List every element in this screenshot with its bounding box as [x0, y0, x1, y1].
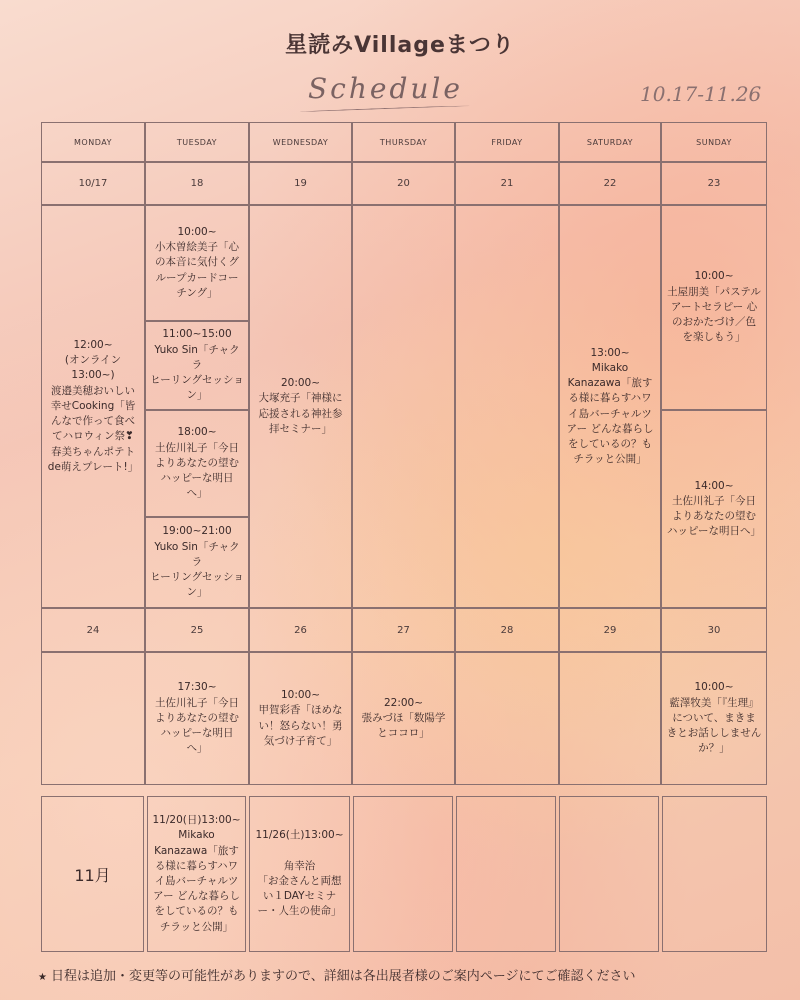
event-text: 14:00~ 土佐川礼子「今日 よりあなたの望む ハッピーな明日へ」: [666, 479, 762, 538]
date-cell: 10/17: [41, 162, 145, 205]
event-cell-sun-30: [661, 652, 767, 785]
schedule-script-title: Schedule: [308, 72, 463, 105]
day-header-friday: FRIDAY: [455, 122, 559, 162]
star-icon: ★: [38, 972, 47, 983]
empty-cell: [353, 796, 453, 952]
event-text: 19:00~21:00 Yuko Sin「チャクラ ヒーリングセッショ ン」: [150, 525, 244, 599]
event-text: 11/20(日)13:00~ Mikako Kanazawa「旅す る様に暮らすハワ イ島バーチャルツ アー どんな暮らし をしているの？も チラッと公開」: [152, 814, 241, 933]
event-cell-sat-22: [559, 205, 661, 608]
event-text: 18:00~ 土佐川礼子「今日 よりあなたの望む ハッピーな明日 へ」: [155, 426, 239, 500]
event-text: 22:00~ 張みづほ「数陽学 とココロ」: [361, 696, 446, 740]
event-text: 12:00~ (オンライン13:00~) 渡邉美穂おいしい 幸せCooking「皆 んなで作って食べ てハロウィン祭❣ 春美ちゃんポテト de萌えプレート!」: [47, 339, 139, 473]
event-cell-thu-20: [352, 205, 455, 608]
date-cell: 30: [661, 608, 767, 652]
event-cell-wed-19: [249, 205, 352, 608]
event-cell-sat-29: [559, 652, 661, 785]
event-text: 10:00~ 藍澤牧美「『生理』 について、まきま きとお話ししません か？」: [666, 681, 762, 755]
event-cell-mon-1017: [41, 205, 145, 608]
event-text: 10:00~ 小木曽絵美子「心 の本音に気付くグ ループカードコー チング」: [155, 225, 239, 299]
date-cell: 21: [455, 162, 559, 205]
november-label-cell: [41, 796, 144, 952]
day-header-thursday: THURSDAY: [352, 122, 455, 162]
date-cell: 22: [559, 162, 661, 205]
event-cell-sun-23a: [661, 205, 767, 410]
date-cell: 19: [249, 162, 352, 205]
month-label: 11月: [74, 865, 111, 885]
day-header-wednesday: WEDNESDAY: [249, 122, 352, 162]
event-cell-nov-26: [249, 796, 350, 952]
event-text: 10:00~ 甲賀彩香「ほめな い！怒らない！勇 気づけ子育て」: [258, 689, 343, 747]
event-text: 10:00~ 土屋朋美「パステル アートセラピー 心 のおかたづけ／色 を楽しもう」: [667, 270, 761, 344]
day-header-monday: MONDAY: [41, 122, 145, 162]
day-header-saturday: SATURDAY: [559, 122, 661, 162]
event-cell-tue-18d: [145, 517, 249, 608]
event-cell-tue-18c: [145, 410, 249, 517]
event-cell-tue-18b: [145, 321, 249, 410]
event-cell-fri-28: [455, 652, 559, 785]
footer-note: [38, 965, 778, 984]
event-cell-fri-21: [455, 205, 559, 608]
event-cell-nov-20: [147, 796, 246, 952]
date-range: 10.17-11.26: [640, 82, 762, 106]
date-cell: 18: [145, 162, 249, 205]
date-cell: 27: [352, 608, 455, 652]
event-text: 11/26(土)13:00~ 角幸治 「お金さんと両想 い１DAYセミナ ー・人生の使命」: [255, 829, 344, 918]
event-text: 17:30~ 土佐川礼子「今日 よりあなたの望む ハッピーな明日 へ」: [155, 681, 239, 755]
day-header-tuesday: TUESDAY: [145, 122, 249, 162]
event-cell-sun-23b: [661, 410, 767, 608]
empty-cell: [456, 796, 556, 952]
page-title: 星読みVillageまつり: [285, 33, 515, 58]
date-cell: 23: [661, 162, 767, 205]
event-text: 20:00~ 大塚充子「神様に 応援される神社参 拝セミナー」: [258, 377, 343, 435]
empty-cell: [662, 796, 767, 952]
event-cell-mon-24: [41, 652, 145, 785]
footer-note-text: 日程は追加・変更等の可能性がありますので、詳細は各出展者様のご案内ページにてご確認ください: [50, 969, 636, 984]
date-cell: 24: [41, 608, 145, 652]
event-cell-tue-18a: [145, 205, 249, 321]
date-cell: 28: [455, 608, 559, 652]
event-text: 11:00~15:00 Yuko Sin「チャクラ ヒーリングセッショ ン」: [150, 328, 244, 402]
date-cell: 29: [559, 608, 661, 652]
date-cell: 26: [249, 608, 352, 652]
script-underline: [300, 105, 470, 113]
day-header-sunday: SUNDAY: [661, 122, 767, 162]
date-cell: 25: [145, 608, 249, 652]
event-cell-tue-25: [145, 652, 249, 785]
event-cell-thu-27: [352, 652, 455, 785]
event-cell-wed-26: [249, 652, 352, 785]
event-text: 13:00~ Mikako Kanazawa「旅す る様に暮らすハワ イ島バーチャルツ アー どんな暮らし をしているの？も チラッと公開」: [566, 346, 654, 466]
date-cell: 20: [352, 162, 455, 205]
empty-cell: [559, 796, 659, 952]
